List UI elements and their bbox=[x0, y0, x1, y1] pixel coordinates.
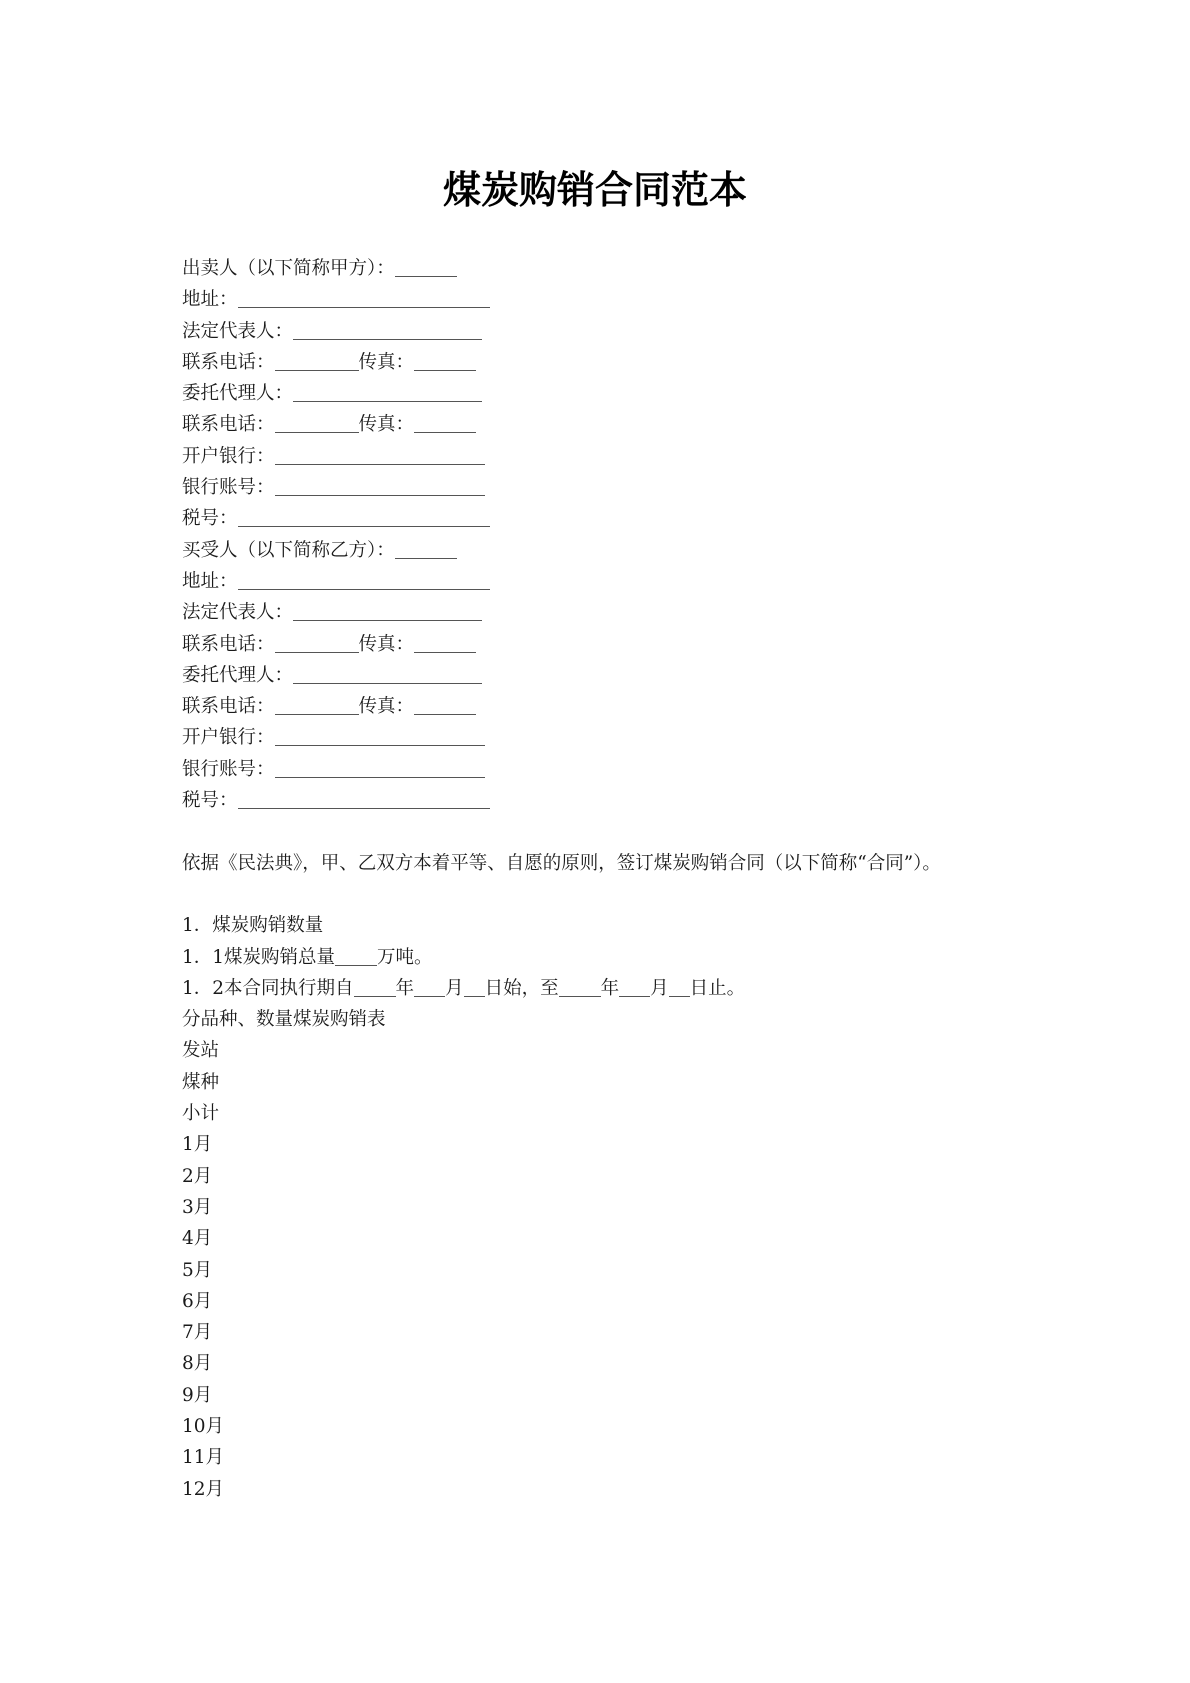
seller-info-block bbox=[182, 253, 1012, 535]
spacer bbox=[182, 816, 1012, 847]
buyer-agent-phone-blank[interactable] bbox=[275, 694, 359, 715]
field-label: 税号： bbox=[182, 508, 238, 530]
field-label: 银行账号： bbox=[182, 477, 275, 499]
field-label: 地址： bbox=[182, 570, 238, 592]
seller-address-line bbox=[182, 284, 1012, 315]
item-text: 年 bbox=[600, 977, 620, 999]
seller-agent-phone-fax-line bbox=[182, 409, 1012, 440]
table-label-month: 12月 bbox=[182, 1478, 225, 1500]
buyer-account-line bbox=[182, 754, 1012, 785]
seller-fax-blank[interactable] bbox=[414, 350, 476, 371]
buyer-agent-fax-blank[interactable] bbox=[414, 694, 476, 715]
field-label: 开户银行： bbox=[182, 727, 275, 749]
buyer-tax-blank[interactable] bbox=[238, 788, 490, 809]
sales-table-labels bbox=[182, 1035, 1012, 1504]
table-label-month: 7月 bbox=[182, 1322, 213, 1344]
buyer-bank-blank[interactable] bbox=[275, 725, 485, 746]
seller-tax-blank[interactable] bbox=[238, 506, 490, 527]
seller-bank-line bbox=[182, 441, 1012, 472]
seller-legal-rep-line bbox=[182, 316, 1012, 347]
table-label-month: 1月 bbox=[182, 1134, 213, 1156]
seller-account-blank[interactable] bbox=[275, 475, 485, 496]
table-label-month: 2月 bbox=[182, 1165, 213, 1187]
item-text: 万吨。 bbox=[377, 946, 433, 968]
buyer-legal-rep-blank[interactable] bbox=[293, 600, 482, 621]
seller-address-blank[interactable] bbox=[238, 287, 490, 308]
buyer-legal-rep-line bbox=[182, 597, 1012, 628]
seller-account-line bbox=[182, 472, 1012, 503]
field-label: 传真： bbox=[358, 351, 415, 373]
table-label-month: 4月 bbox=[182, 1228, 213, 1250]
table-label-month: 3月 bbox=[182, 1196, 213, 1218]
buyer-bank-line bbox=[182, 722, 1012, 753]
total-quantity-blank[interactable] bbox=[335, 945, 377, 966]
table-label-month: 6月 bbox=[182, 1290, 213, 1312]
seller-phone-fax-line bbox=[182, 347, 1012, 378]
buyer-agent-line bbox=[182, 660, 1012, 691]
item-1-2 bbox=[182, 973, 1012, 1004]
field-label: 委托代理人： bbox=[182, 664, 294, 686]
table-label-month: 10月 bbox=[182, 1415, 225, 1437]
seller-name-line bbox=[182, 253, 1012, 284]
seller-agent-blank[interactable] bbox=[293, 381, 482, 402]
item-text: 1．1煤炭购销总量 bbox=[182, 946, 336, 968]
table-label-coal-type: 煤种 bbox=[182, 1071, 220, 1093]
buyer-name-blank[interactable] bbox=[395, 538, 457, 559]
item-text: 1．2本合同执行期自 bbox=[182, 977, 354, 999]
buyer-agent-blank[interactable] bbox=[293, 663, 482, 684]
item-text: 年 bbox=[395, 977, 415, 999]
table-label-station: 发站 bbox=[182, 1040, 220, 1062]
buyer-info-block bbox=[182, 535, 1012, 817]
field-label: 出卖人（以下简称甲方）： bbox=[182, 258, 395, 279]
table-caption: 分品种、数量煤炭购销表 bbox=[182, 1009, 386, 1031]
section-1-heading: 1．煤炭购销数量 bbox=[182, 915, 324, 937]
document-title: 煤炭购销合同范本 bbox=[442, 168, 747, 212]
buyer-tax-line bbox=[182, 785, 1012, 816]
end-day-blank[interactable] bbox=[669, 976, 690, 997]
seller-name-blank[interactable] bbox=[395, 256, 457, 277]
field-label: 税号： bbox=[182, 790, 238, 812]
field-label: 委托代理人： bbox=[182, 383, 294, 405]
seller-agent-fax-blank[interactable] bbox=[414, 412, 476, 433]
seller-legal-rep-blank[interactable] bbox=[293, 319, 482, 340]
table-label-month: 9月 bbox=[182, 1384, 213, 1406]
item-text: 月 bbox=[445, 977, 464, 999]
end-month-blank[interactable] bbox=[619, 976, 650, 997]
start-month-blank[interactable] bbox=[414, 976, 445, 997]
item-text: 月 bbox=[650, 977, 669, 999]
end-year-blank[interactable] bbox=[559, 976, 601, 997]
item-text: 日止。 bbox=[689, 977, 746, 999]
field-label: 传真： bbox=[358, 696, 415, 718]
seller-tax-line bbox=[182, 503, 1012, 534]
buyer-phone-fax-line bbox=[182, 629, 1012, 660]
field-label: 联系电话： bbox=[182, 633, 275, 655]
preamble-paragraph: 依据《民法典》，甲、乙双方本着平等、自愿的原则，签订煤炭购销合同（以下简称“合同”）。 bbox=[182, 852, 941, 874]
buyer-address-blank[interactable] bbox=[238, 569, 490, 590]
field-label: 买受人（以下简称乙方）： bbox=[182, 539, 395, 561]
field-label: 银行账号： bbox=[182, 758, 275, 780]
start-day-blank[interactable] bbox=[464, 976, 485, 997]
start-year-blank[interactable] bbox=[354, 976, 396, 997]
table-label-month: 5月 bbox=[182, 1259, 213, 1281]
field-label: 联系电话： bbox=[182, 414, 275, 436]
buyer-fax-blank[interactable] bbox=[414, 632, 476, 653]
field-label: 联系电话： bbox=[182, 696, 275, 718]
seller-agent-phone-blank[interactable] bbox=[275, 412, 359, 433]
item-1-1 bbox=[182, 942, 1012, 973]
section-1 bbox=[182, 910, 1012, 1505]
field-label: 地址： bbox=[182, 289, 238, 311]
seller-bank-blank[interactable] bbox=[275, 444, 485, 465]
document-body bbox=[182, 253, 1012, 1505]
seller-phone-blank[interactable] bbox=[275, 350, 359, 371]
field-label: 联系电话： bbox=[182, 351, 275, 373]
field-label: 法定代表人： bbox=[182, 602, 294, 624]
field-label: 传真： bbox=[358, 633, 415, 655]
item-text: 日始，至 bbox=[484, 977, 559, 999]
buyer-name-line bbox=[182, 535, 1012, 566]
table-label-subtotal: 小计 bbox=[182, 1103, 220, 1125]
buyer-address-line bbox=[182, 566, 1012, 597]
buyer-phone-blank[interactable] bbox=[275, 632, 359, 653]
buyer-agent-phone-fax-line bbox=[182, 691, 1012, 722]
table-label-month: 8月 bbox=[182, 1353, 213, 1375]
spacer bbox=[182, 879, 1012, 910]
field-label: 法定代表人： bbox=[182, 320, 294, 342]
table-label-month: 11月 bbox=[182, 1447, 225, 1469]
field-label: 传真： bbox=[358, 414, 415, 436]
field-label: 开户银行： bbox=[182, 445, 275, 467]
seller-agent-line bbox=[182, 378, 1012, 409]
buyer-account-blank[interactable] bbox=[275, 757, 485, 778]
